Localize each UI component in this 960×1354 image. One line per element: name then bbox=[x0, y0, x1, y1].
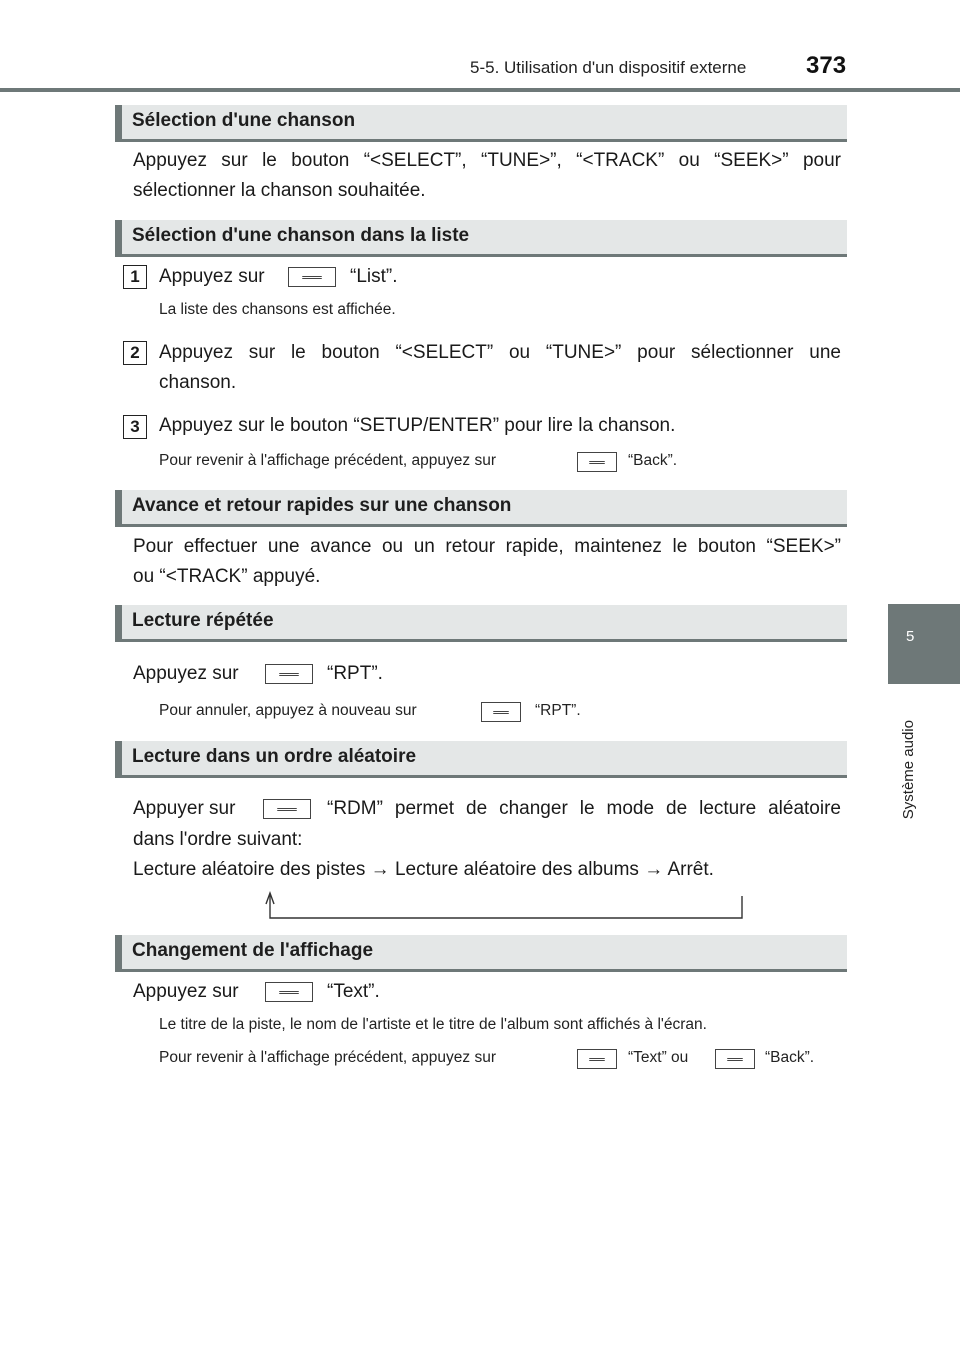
section-title: Changement de l'affichage bbox=[132, 940, 374, 961]
step-3-note-before: Pour revenir à l'affichage précédent, appuyez sur bbox=[159, 452, 496, 469]
paragraph-line: Pour effectuer une avance ou un retour rapide, maintenez le bouton “SEEK>” bbox=[133, 536, 841, 557]
display-note-2-before: Pour revenir à l'affichage précédent, appuyez sur bbox=[159, 1049, 496, 1066]
loop-back-arrow-icon bbox=[262, 890, 752, 922]
section-heading-display bbox=[115, 935, 847, 972]
page-number: 373 bbox=[806, 52, 847, 79]
step-2-line-1: Appuyez sur le bouton “<SELECT” ou “TUNE>” pour sélectionner une bbox=[159, 342, 841, 363]
display-text-before: Appuyez sur bbox=[133, 981, 239, 1002]
repeat-note-before: Pour annuler, appuyez à nouveau sur bbox=[159, 702, 417, 719]
section-title: Sélection d'une chanson dans la liste bbox=[132, 225, 470, 246]
paragraph-line: sélectionner la chanson souhaitée. bbox=[133, 180, 426, 201]
display-note-2-after: “Back”. bbox=[765, 1049, 815, 1066]
step-1-text-after: “List”. bbox=[350, 266, 398, 287]
screen-button-icon bbox=[265, 982, 313, 1002]
step-1-text-before: Appuyez sur bbox=[159, 266, 265, 287]
running-header-title: 5-5. Utilisation d'un dispositif externe bbox=[470, 58, 747, 77]
random-sequence bbox=[133, 855, 714, 885]
paragraph-line: ou “<TRACK” appuyé. bbox=[133, 566, 321, 587]
step-1-note: La liste des chansons est affichée. bbox=[159, 301, 396, 318]
section-title: Sélection d'une chanson bbox=[132, 110, 356, 131]
arrow-right-icon: → bbox=[370, 859, 390, 880]
step-number-2: 2 bbox=[123, 341, 147, 365]
step-2-line-2: chanson. bbox=[159, 372, 237, 393]
repeat-note-after: “RPT”. bbox=[535, 702, 581, 719]
screen-button-icon bbox=[577, 452, 617, 472]
screen-button-icon bbox=[265, 664, 313, 684]
screen-button-icon bbox=[263, 799, 311, 819]
chapter-label-box bbox=[880, 700, 936, 840]
screen-button-icon bbox=[288, 267, 336, 287]
section-heading-repeat bbox=[115, 605, 847, 642]
arrow-right-icon: → bbox=[644, 859, 664, 880]
random-text-after: “RDM” permet de changer le mode de lecture aléatoire bbox=[327, 798, 841, 819]
section-heading-random bbox=[115, 741, 847, 778]
screen-button-icon bbox=[715, 1049, 755, 1069]
sequence-item: Arrêt. bbox=[667, 859, 714, 880]
display-note-2-middle: “Text” ou bbox=[628, 1049, 689, 1066]
section-heading-select-from-list bbox=[115, 220, 847, 257]
random-text-before: Appuyer sur bbox=[133, 798, 236, 819]
step-3-note-after: “Back”. bbox=[628, 452, 678, 469]
section-heading-fast-forward bbox=[115, 490, 847, 527]
step-3-text: Appuyez sur le bouton “SETUP/ENTER” pour lire la chanson. bbox=[159, 415, 676, 436]
paragraph-line: dans l'ordre suivant: bbox=[133, 829, 303, 850]
sequence-item: Lecture aléatoire des albums bbox=[394, 859, 639, 880]
repeat-text-after: “RPT”. bbox=[327, 663, 383, 684]
header-rule bbox=[0, 88, 960, 92]
chapter-tab bbox=[888, 604, 960, 684]
screen-button-icon bbox=[481, 702, 521, 722]
step-number-1: 1 bbox=[123, 265, 147, 289]
screen-button-icon bbox=[577, 1049, 617, 1069]
section-heading-select-song bbox=[115, 105, 847, 142]
repeat-text-before: Appuyez sur bbox=[133, 663, 239, 684]
chapter-label: Système audio bbox=[899, 720, 917, 820]
sequence-item: Lecture aléatoire des pistes bbox=[133, 859, 366, 880]
step-number-3: 3 bbox=[123, 415, 147, 439]
section-title: Lecture répétée bbox=[132, 610, 274, 631]
paragraph-line: Appuyez sur le bouton “<SELECT”, “TUNE>”, “<TRACK” ou “SEEK>” pour bbox=[133, 150, 841, 171]
display-note-1: Le titre de la piste, le nom de l'artiste et le titre de l'album sont affichés à l'écran. bbox=[159, 1016, 707, 1033]
chapter-number: 5 bbox=[906, 628, 915, 645]
section-title: Avance et retour rapides sur une chanson bbox=[132, 495, 512, 516]
display-text-after: “Text”. bbox=[327, 981, 380, 1002]
section-title: Lecture dans un ordre aléatoire bbox=[132, 746, 417, 767]
